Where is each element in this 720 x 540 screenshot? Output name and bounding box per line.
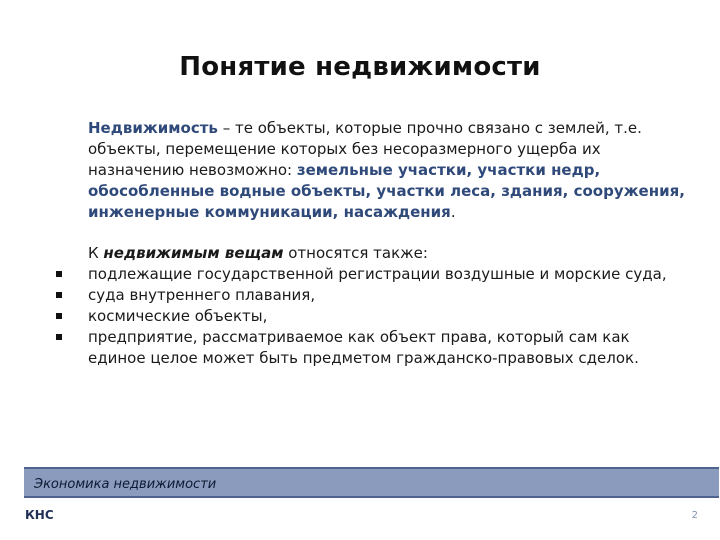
also-related-paragraph	[88, 243, 688, 264]
also-related-emphasis: недвижимым вещам	[103, 244, 284, 262]
square-bullet-icon	[56, 292, 62, 298]
list-item	[88, 327, 688, 369]
footer-band-text: Экономика недвижимости	[34, 477, 217, 492]
definition-end: .	[450, 203, 456, 221]
list-item	[88, 306, 688, 327]
footer-band	[24, 467, 719, 498]
list-item	[88, 285, 688, 306]
square-bullet-icon	[56, 271, 62, 277]
list-item-text: космические объекты,	[88, 307, 268, 325]
list-item-text: суда внутреннего плавания,	[88, 286, 316, 304]
slide-content	[88, 118, 688, 369]
definition-term: Недвижимость	[88, 119, 218, 137]
square-bullet-icon	[56, 334, 62, 340]
also-related-suffix: относятся также:	[283, 244, 428, 262]
slide-title: Понятие недвижимости	[179, 52, 541, 82]
definition-examples: земельные участки, участки недр, обособленные водные объекты, участки леса, здания, сооружения, инженерные коммуникации, насаждения	[88, 161, 685, 221]
footer-label: КНС	[25, 508, 54, 522]
list-item-text: подлежащие государственной регистрации воздушные и морские суда,	[88, 265, 667, 283]
list-item-text: предприятие, рассматриваемое как объект права, который сам как единое целое может быть предметом гражданско-правовых сделок.	[88, 328, 639, 367]
square-bullet-icon	[56, 313, 62, 319]
bullet-list	[88, 264, 688, 369]
list-item	[88, 264, 688, 285]
definition-paragraph	[88, 118, 688, 223]
also-related-prefix: К	[88, 244, 104, 262]
definition-text: – те объекты, которые прочно связано с землей, т.е. объекты, перемещение которых без несоразмерного ущерба их назначению невозможно:	[88, 119, 642, 179]
page-number: 2	[691, 510, 698, 521]
